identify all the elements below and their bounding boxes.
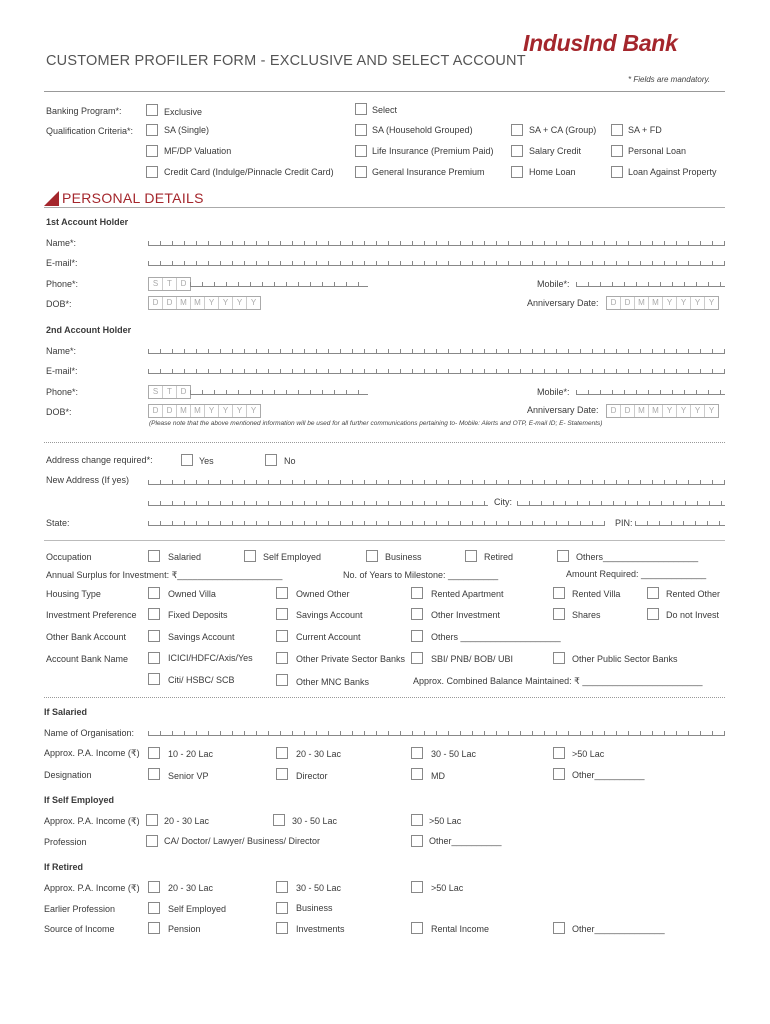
source-checkbox[interactable]	[148, 922, 160, 934]
income-checkbox[interactable]	[148, 881, 160, 893]
housing-checkbox[interactable]	[276, 587, 288, 599]
business-checkbox[interactable]	[366, 550, 378, 562]
earlier-profession-option: Business	[296, 903, 333, 913]
profession-option: Other__________	[429, 836, 502, 846]
new-address-input-1[interactable]	[148, 475, 725, 485]
phone-input[interactable]	[190, 385, 368, 395]
earlier-profession-label: Earlier Profession	[44, 904, 116, 914]
housing-option: Rented Apartment	[431, 589, 504, 599]
bankname-option: Citi/ HSBC/ SCB	[168, 675, 235, 685]
investment-pref-label: Investment Preference	[46, 610, 137, 620]
qual-checkbox[interactable]	[146, 124, 158, 136]
anniversary-label: Anniversary Date:	[527, 405, 599, 415]
income-label: Approx. P.A. Income (₹)	[44, 816, 140, 826]
self-employed-label: Self Employed	[263, 552, 322, 562]
mobile-label: Mobile*:	[537, 387, 570, 397]
income-checkbox[interactable]	[273, 814, 285, 826]
others-checkbox[interactable]	[557, 550, 569, 562]
housing-type-label: Housing Type	[46, 589, 101, 599]
source-checkbox[interactable]	[553, 922, 565, 934]
profession-option: CA/ Doctor/ Lawyer/ Business/ Director	[164, 836, 321, 846]
others-label: Others___________________	[576, 552, 699, 562]
bankname-checkbox[interactable]	[148, 673, 160, 685]
income-checkbox[interactable]	[148, 747, 160, 759]
housing-checkbox[interactable]	[647, 587, 659, 599]
qualification-label: Qualification Criteria*:	[46, 126, 134, 136]
salaried-label: Salaried	[168, 552, 202, 562]
income-checkbox[interactable]	[411, 881, 423, 893]
form-title: CUSTOMER PROFILER FORM - EXCLUSIVE AND SELECT ACCOUNT	[46, 53, 526, 69]
income-option: >50 Lac	[572, 749, 605, 759]
mobile-label: Mobile*:	[537, 279, 570, 289]
email-input[interactable]	[148, 256, 725, 266]
organisation-label: Name of Organisation:	[44, 728, 135, 738]
housing-option: Owned Other	[296, 589, 350, 599]
source-option: Other______________	[572, 924, 665, 934]
investment-option: Fixed Deposits	[168, 610, 228, 620]
anniversary-input[interactable]: D D M M Y Y Y Y	[606, 296, 719, 310]
retired-label: Retired	[484, 552, 514, 562]
name-input[interactable]	[148, 344, 725, 354]
investment-option: Other Investment	[431, 610, 501, 620]
investment-checkbox[interactable]	[553, 608, 565, 620]
designation-checkbox[interactable]	[148, 768, 160, 780]
designation-option: Other__________	[572, 770, 645, 780]
designation-checkbox[interactable]	[276, 768, 288, 780]
exclusive-checkbox[interactable]	[146, 104, 158, 116]
qual-option: Credit Card (Indulge/Pinnacle Credit Card)	[164, 167, 334, 177]
qual-option: Home Loan	[529, 167, 576, 177]
profession-label: Profession	[44, 837, 87, 847]
earlier-profession-option: Self Employed	[168, 904, 227, 914]
anniversary-label: Anniversary Date:	[527, 298, 599, 308]
self-employed-checkbox[interactable]	[244, 550, 256, 562]
dob-label: DOB*:	[46, 407, 72, 417]
housing-checkbox[interactable]	[411, 587, 423, 599]
annual-surplus-label: Annual Surplus for Investment: ₹_____________________	[46, 570, 283, 580]
communication-note: (Please note that the above mentioned information will be used for all further communications pertaining to- Mobile: Alerts and OTP, E-mail ID; E- Statements)	[149, 420, 603, 427]
designation-checkbox[interactable]	[411, 768, 423, 780]
bankname-option: SBI/ PNB/ BOB/ UBI	[431, 654, 514, 664]
housing-option: Owned Villa	[168, 589, 216, 599]
state-label: State:	[46, 518, 70, 528]
bankname-checkbox[interactable]	[553, 652, 565, 664]
otherbank-option: Current Account	[296, 632, 361, 642]
banking-program-label: Banking Program*:	[46, 106, 122, 116]
investment-checkbox[interactable]	[276, 608, 288, 620]
qual-checkbox[interactable]	[611, 166, 623, 178]
profession-checkbox[interactable]	[411, 835, 423, 847]
second-holder-heading: 2nd Account Holder	[46, 325, 132, 335]
income-option: >50 Lac	[431, 883, 464, 893]
earlier-profession-checkbox[interactable]	[148, 902, 160, 914]
if-salaried-heading: If Salaried	[44, 707, 88, 717]
std-code-input[interactable]: S T D	[148, 385, 191, 399]
bankname-option: Other Public Sector Banks	[572, 654, 678, 664]
if-retired-heading: If Retired	[44, 862, 84, 872]
income-option: >50 Lac	[429, 816, 462, 826]
address-yes-checkbox[interactable]	[181, 454, 193, 466]
retired-checkbox[interactable]	[465, 550, 477, 562]
income-option: 20 - 30 Lac	[296, 749, 342, 759]
earlier-profession-checkbox[interactable]	[276, 902, 288, 914]
investment-checkbox[interactable]	[411, 608, 423, 620]
divider	[44, 540, 725, 541]
income-checkbox[interactable]	[276, 747, 288, 759]
housing-checkbox[interactable]	[553, 587, 565, 599]
dob-label: DOB*:	[46, 299, 72, 309]
anniversary-input[interactable]: D D M M Y Y Y Y	[606, 404, 719, 418]
divider	[44, 91, 725, 92]
income-option: 20 - 30 Lac	[164, 816, 210, 826]
section-marker-icon	[44, 191, 59, 206]
source-option: Rental Income	[431, 924, 490, 934]
name-label: Name*:	[46, 238, 77, 248]
combined-balance-label: Approx. Combined Balance Maintained: ₹ ________________________	[413, 676, 703, 686]
qual-checkbox[interactable]	[611, 124, 623, 136]
housing-checkbox[interactable]	[148, 587, 160, 599]
dob-input[interactable]: D D M M Y Y Y Y	[148, 404, 261, 418]
qual-checkbox[interactable]	[355, 145, 367, 157]
if-self-employed-heading: If Self Employed	[44, 795, 115, 805]
state-input[interactable]	[148, 516, 605, 526]
qual-checkbox[interactable]	[511, 124, 523, 136]
dotted-divider	[44, 697, 725, 698]
pin-label: PIN:	[615, 518, 633, 528]
pin-input[interactable]	[635, 516, 725, 526]
bankname-option: Other Private Sector Banks	[296, 654, 406, 664]
account-bank-name-label: Account Bank Name	[46, 654, 129, 664]
qual-checkbox[interactable]	[146, 145, 158, 157]
income-option: 30 - 50 Lac	[431, 749, 477, 759]
email-label: E-mail*:	[46, 258, 78, 268]
bankname-option: Other MNC Banks	[296, 677, 370, 687]
name-input[interactable]	[148, 236, 725, 246]
email-label: E-mail*:	[46, 366, 78, 376]
first-holder-heading: 1st Account Holder	[46, 217, 129, 227]
new-address-input-2[interactable]	[148, 496, 488, 506]
qual-option: Loan Against Property	[628, 167, 717, 177]
designation-option: Director	[296, 771, 328, 781]
address-change-label: Address change required*:	[46, 455, 153, 465]
designation-checkbox[interactable]	[553, 768, 565, 780]
mandatory-note: * Fields are mandatory.	[628, 75, 711, 84]
qual-option: Personal Loan	[628, 146, 687, 156]
investment-option: Savings Account	[296, 610, 363, 620]
address-yes-label: Yes	[199, 456, 214, 466]
income-option: 20 - 30 Lac	[168, 883, 214, 893]
business-label: Business	[385, 552, 422, 562]
dotted-divider	[44, 442, 725, 443]
designation-option: MD	[431, 771, 445, 781]
investment-option: Shares	[572, 610, 601, 620]
investment-checkbox[interactable]	[647, 608, 659, 620]
income-checkbox[interactable]	[146, 814, 158, 826]
milestone-label: No. of Years to Milestone: __________	[343, 570, 499, 580]
email-input[interactable]	[148, 364, 725, 374]
qual-option: Salary Credit	[529, 146, 582, 156]
phone-input[interactable]	[190, 277, 368, 287]
phone-label: Phone*:	[46, 387, 79, 397]
select-label: Select	[372, 105, 398, 115]
otherbank-checkbox[interactable]	[276, 630, 288, 642]
income-checkbox[interactable]	[553, 747, 565, 759]
designation-option: Senior VP	[168, 771, 209, 781]
designation-label: Designation	[44, 770, 92, 780]
otherbank-checkbox[interactable]	[148, 630, 160, 642]
income-option: 30 - 50 Lac	[296, 883, 342, 893]
profession-checkbox[interactable]	[146, 835, 158, 847]
qual-option: General Insurance Premium	[372, 167, 485, 177]
investment-option: Do not Invest	[666, 610, 720, 620]
income-option: 10 - 20 Lac	[168, 749, 214, 759]
address-no-checkbox[interactable]	[265, 454, 277, 466]
housing-option: Rented Villa	[572, 589, 621, 599]
qual-option: SA + CA (Group)	[529, 125, 597, 135]
source-option: Pension	[168, 924, 201, 934]
qual-option: Life Insurance (Premium Paid)	[372, 146, 494, 156]
amount-required-label: Amount Required: _____________	[566, 569, 707, 579]
bankname-checkbox[interactable]	[148, 652, 160, 664]
income-label: Approx. P.A. Income (₹)	[44, 883, 140, 893]
divider	[44, 207, 725, 208]
organisation-input[interactable]	[148, 726, 725, 736]
qual-checkbox[interactable]	[511, 166, 523, 178]
salaried-checkbox[interactable]	[148, 550, 160, 562]
income-checkbox[interactable]	[411, 747, 423, 759]
std-code-input[interactable]: S T D	[148, 277, 191, 291]
otherbank-option: Savings Account	[168, 632, 235, 642]
occupation-label: Occupation	[46, 552, 92, 562]
bankname-option: ICICI/HDFC/Axis/Yes	[168, 653, 253, 663]
mobile-input[interactable]	[576, 277, 725, 287]
income-checkbox[interactable]	[411, 814, 423, 826]
dob-input[interactable]: D D M M Y Y Y Y	[148, 296, 261, 310]
otherbank-checkbox[interactable]	[411, 630, 423, 642]
qual-checkbox[interactable]	[511, 145, 523, 157]
personal-details-heading: PERSONAL DETAILS	[62, 190, 204, 206]
investment-checkbox[interactable]	[148, 608, 160, 620]
qual-checkbox[interactable]	[146, 166, 158, 178]
other-bank-label: Other Bank Account	[46, 632, 127, 642]
phone-label: Phone*:	[46, 279, 79, 289]
qual-option: SA (Single)	[164, 125, 210, 135]
qual-checkbox[interactable]	[355, 124, 367, 136]
housing-option: Rented Other	[666, 589, 721, 599]
qual-checkbox[interactable]	[611, 145, 623, 157]
source-checkbox[interactable]	[276, 922, 288, 934]
source-of-income-label: Source of Income	[44, 924, 115, 934]
income-checkbox[interactable]	[276, 881, 288, 893]
exclusive-label: Exclusive	[164, 107, 203, 117]
source-checkbox[interactable]	[411, 922, 423, 934]
city-input[interactable]	[517, 496, 725, 506]
qual-option: SA + FD	[628, 125, 662, 135]
select-checkbox[interactable]	[355, 103, 367, 115]
mobile-input[interactable]	[576, 385, 725, 395]
qual-checkbox[interactable]	[355, 166, 367, 178]
bankname-checkbox[interactable]	[411, 652, 423, 664]
name-label: Name*:	[46, 346, 77, 356]
bank-logo: IndusInd Bank	[523, 30, 678, 56]
new-address-label: New Address (If yes)	[46, 475, 130, 485]
otherbank-option: Others ____________________	[431, 632, 561, 642]
income-label: Approx. P.A. Income (₹)	[44, 748, 140, 758]
bankname-checkbox[interactable]	[276, 652, 288, 664]
qual-option: SA (Household Grouped)	[372, 125, 473, 135]
qual-option: MF/DP Valuation	[164, 146, 232, 156]
source-option: Investments	[296, 924, 345, 934]
bankname-checkbox[interactable]	[276, 674, 288, 686]
income-option: 30 - 50 Lac	[292, 816, 338, 826]
city-label: City:	[494, 497, 512, 507]
address-no-label: No	[284, 456, 296, 466]
